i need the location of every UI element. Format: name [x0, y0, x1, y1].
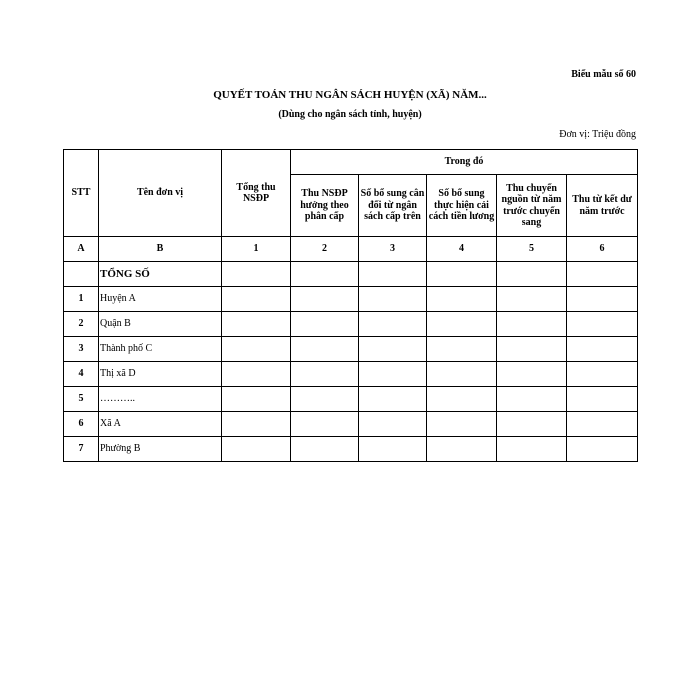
empty-cell[interactable]	[497, 287, 567, 312]
empty-cell[interactable]	[567, 412, 638, 437]
table-row	[64, 387, 638, 412]
empty-cell[interactable]	[497, 387, 567, 412]
empty-cell[interactable]	[427, 262, 497, 287]
empty-cell[interactable]	[497, 312, 567, 337]
table-row	[64, 362, 638, 387]
row-stt: 3	[64, 337, 99, 362]
empty-cell[interactable]	[291, 387, 359, 412]
code-cell: 4	[427, 237, 497, 262]
row-name: TỔNG SỐ	[99, 262, 222, 287]
empty-cell[interactable]	[359, 262, 427, 287]
empty-cell[interactable]	[497, 437, 567, 462]
page-title: QUYẾT TOÁN THU NGÂN SÁCH HUYỆN (XÃ) NĂM...	[213, 89, 487, 101]
empty-cell[interactable]	[497, 337, 567, 362]
table-row	[64, 287, 638, 312]
empty-cell[interactable]	[359, 437, 427, 462]
row-stt: 4	[64, 362, 99, 387]
row-name: Quận B	[99, 312, 222, 337]
empty-cell[interactable]	[427, 412, 497, 437]
row-name: Xã A	[99, 412, 222, 437]
empty-cell[interactable]	[291, 437, 359, 462]
empty-cell[interactable]	[359, 312, 427, 337]
empty-cell[interactable]	[222, 287, 291, 312]
row-name: ………..	[99, 387, 222, 412]
row-stt	[64, 262, 99, 287]
header-stt: STT	[64, 150, 99, 237]
empty-cell[interactable]	[291, 362, 359, 387]
empty-cell[interactable]	[222, 362, 291, 387]
empty-cell[interactable]	[567, 262, 638, 287]
total-row	[64, 262, 638, 287]
empty-cell[interactable]	[567, 312, 638, 337]
empty-cell[interactable]	[567, 287, 638, 312]
empty-cell[interactable]	[567, 437, 638, 462]
code-cell: 3	[359, 237, 427, 262]
empty-cell[interactable]	[427, 287, 497, 312]
empty-cell[interactable]	[497, 362, 567, 387]
unit-label: Đơn vị: Triệu đồng	[559, 129, 636, 140]
empty-cell[interactable]	[427, 362, 497, 387]
header-sub-1: Thu NSĐP hưởng theo phân cấp	[291, 175, 359, 237]
empty-cell[interactable]	[497, 412, 567, 437]
table-row	[64, 312, 638, 337]
empty-cell[interactable]	[427, 312, 497, 337]
empty-cell[interactable]	[567, 337, 638, 362]
empty-cell[interactable]	[359, 287, 427, 312]
header-sub-2: Số bổ sung cân đối từ ngân sách cấp trên	[359, 175, 427, 237]
empty-cell[interactable]	[427, 387, 497, 412]
column-code-row	[64, 237, 638, 262]
empty-cell[interactable]	[497, 262, 567, 287]
page-subtitle: (Dùng cho ngân sách tỉnh, huyện)	[278, 109, 422, 120]
code-cell: 2	[291, 237, 359, 262]
empty-cell[interactable]	[222, 412, 291, 437]
empty-cell[interactable]	[222, 262, 291, 287]
table-row	[64, 412, 638, 437]
header-sub-4: Thu chuyển nguồn từ năm trước chuyển sang	[497, 175, 567, 237]
row-stt: 5	[64, 387, 99, 412]
empty-cell[interactable]	[291, 337, 359, 362]
empty-cell[interactable]	[359, 387, 427, 412]
header-total: Tổng thu NSĐP	[222, 150, 291, 237]
table-row	[64, 437, 638, 462]
empty-cell[interactable]	[222, 437, 291, 462]
empty-cell[interactable]	[359, 362, 427, 387]
form-number: Biểu mẫu số 60	[571, 69, 636, 80]
empty-cell[interactable]	[291, 287, 359, 312]
row-name: Phường B	[99, 437, 222, 462]
header-group: Trong đó	[291, 150, 638, 175]
row-stt: 7	[64, 437, 99, 462]
empty-cell[interactable]	[567, 362, 638, 387]
table-row	[64, 337, 638, 362]
empty-cell[interactable]	[427, 437, 497, 462]
empty-cell[interactable]	[427, 337, 497, 362]
code-cell: 6	[567, 237, 638, 262]
row-stt: 1	[64, 287, 99, 312]
empty-cell[interactable]	[291, 312, 359, 337]
header-sub-5: Thu từ kết dư năm trước	[567, 175, 638, 237]
row-stt: 2	[64, 312, 99, 337]
code-cell: 1	[222, 237, 291, 262]
row-name: Thành phố C	[99, 337, 222, 362]
budget-table	[63, 149, 638, 462]
empty-cell[interactable]	[291, 412, 359, 437]
header-unit-name: Tên đơn vị	[99, 150, 222, 237]
row-name: Huyện A	[99, 287, 222, 312]
empty-cell[interactable]	[222, 387, 291, 412]
row-stt: 6	[64, 412, 99, 437]
empty-cell[interactable]	[359, 337, 427, 362]
empty-cell[interactable]	[567, 387, 638, 412]
code-cell: B	[99, 237, 222, 262]
empty-cell[interactable]	[222, 312, 291, 337]
empty-cell[interactable]	[222, 337, 291, 362]
header-sub-3: Số bổ sung thực hiện cải cách tiền lương	[427, 175, 497, 237]
code-cell: 5	[497, 237, 567, 262]
empty-cell[interactable]	[359, 412, 427, 437]
code-cell: A	[64, 237, 99, 262]
empty-cell[interactable]	[291, 262, 359, 287]
row-name: Thị xã D	[99, 362, 222, 387]
